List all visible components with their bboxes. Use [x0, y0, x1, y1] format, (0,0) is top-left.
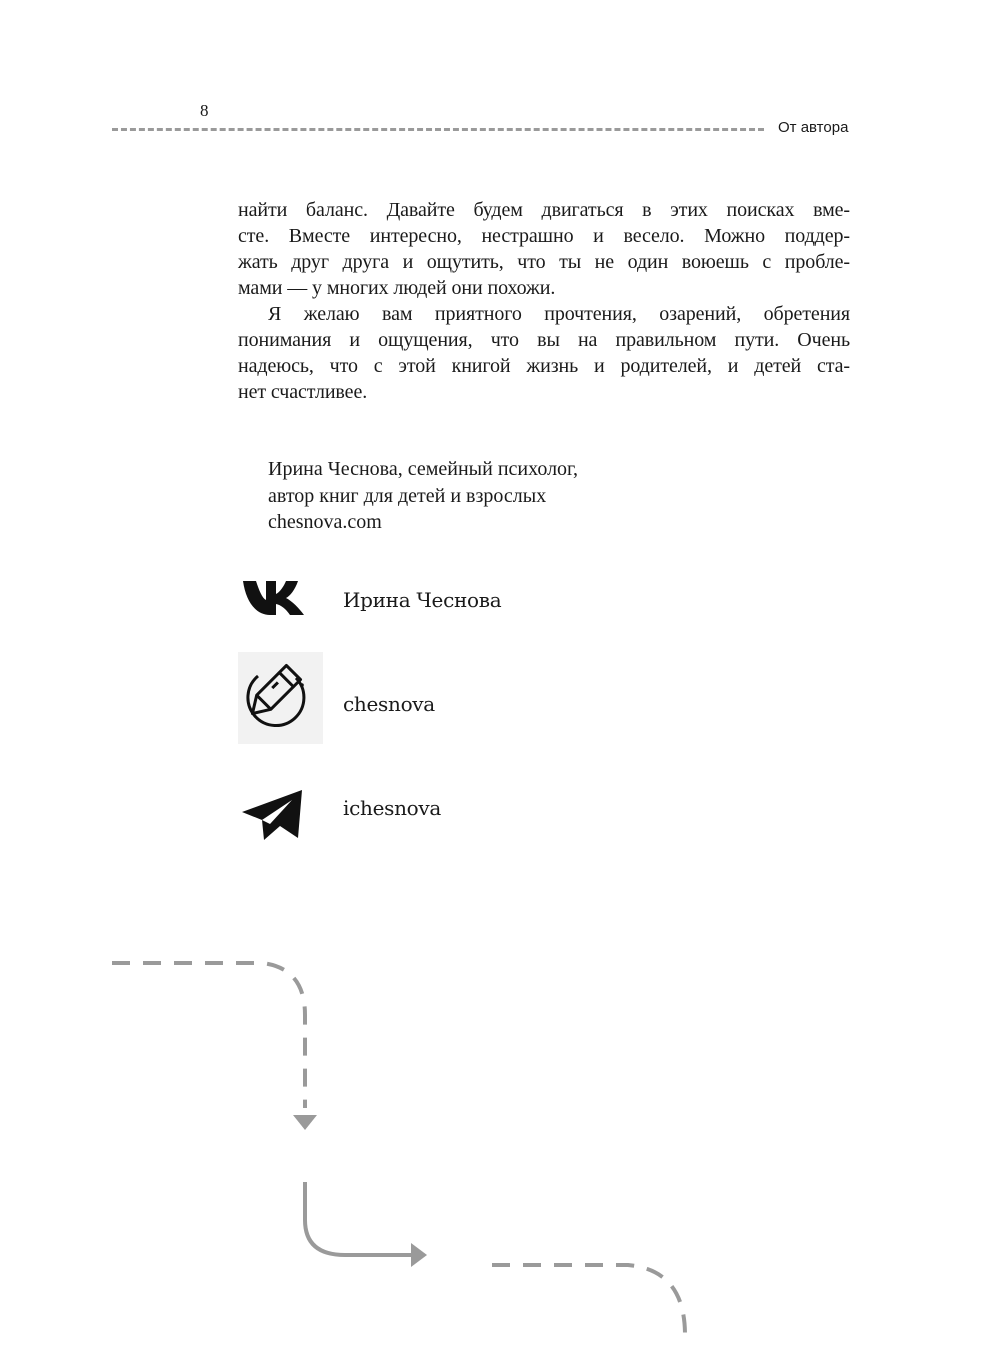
author-website[interactable]: chesnova.com	[268, 511, 382, 533]
blog-link[interactable]: chesnova	[343, 692, 435, 716]
body-line: понимания и ощущения, что вы на правильном пути. Очень	[238, 329, 850, 351]
body-line: жать друг друга и ощутить, что ты не один воюешь с пробле-	[238, 251, 850, 273]
author-desc-line: автор книг для детей и взрослых	[268, 485, 547, 507]
body-line: найти баланс. Давайте будем двигаться в этих поисках вме-	[238, 199, 850, 221]
arrow-down-icon	[293, 1115, 317, 1130]
body-line: нет счастливее.	[238, 381, 368, 403]
body-line: сте. Вместе интересно, нестрашно и весело. Можно поддер-	[238, 225, 850, 247]
decorative-arrow-path	[0, 940, 1000, 1346]
vk-icon	[242, 578, 306, 618]
blog-pencil-icon	[238, 652, 323, 744]
header-divider	[112, 128, 764, 131]
body-line: мами — у многих людей они похожи.	[238, 277, 556, 299]
author-name-line: Ирина Чеснова, семейный психолог,	[268, 458, 578, 480]
body-line: Я желаю вам приятного прочтения, озарений, обретения	[268, 303, 850, 325]
page-number: 8	[200, 101, 209, 120]
telegram-link[interactable]: ichesnova	[343, 796, 442, 820]
arrow-right-icon	[411, 1243, 427, 1267]
blog-icon-tile	[238, 652, 323, 744]
running-header-title: От автора	[778, 119, 849, 136]
telegram-icon	[240, 788, 304, 842]
vk-link[interactable]: Ирина Чеснова	[343, 588, 502, 612]
body-line: надеюсь, что с этой книгой жизнь и родителей, и детей ста-	[238, 355, 850, 377]
